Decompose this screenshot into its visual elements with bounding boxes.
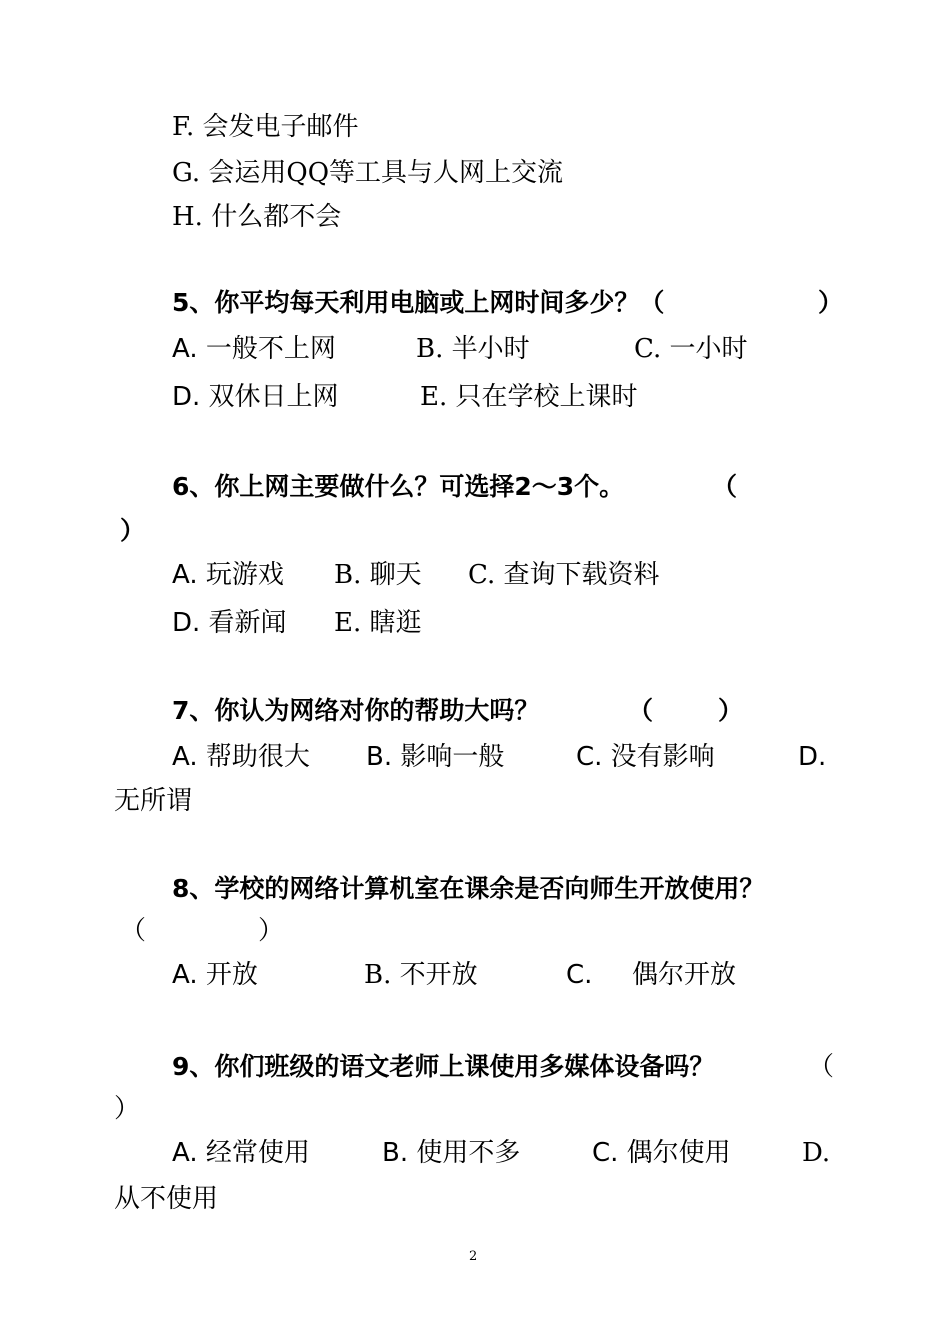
- q9-option-c: C. 偶尔使用: [592, 1138, 731, 1168]
- question-6-close-paren: ）: [120, 516, 146, 545]
- q7-option-a: A. 帮助很大: [172, 742, 310, 772]
- question-6: 6、你上网主要做什么？可选择2～3个。: [172, 472, 625, 501]
- q7-option-d-text: 无所谓: [114, 786, 193, 816]
- page-number: 2: [469, 1249, 478, 1264]
- q9-option-d: D.: [802, 1138, 831, 1168]
- q5-option-e: E. 只在学校上课时: [420, 382, 638, 412]
- option-h-nothing: H. 什么都不会: [172, 202, 342, 232]
- q5-option-d: D. 双休日上网: [172, 382, 339, 412]
- question-8-open-paren: （: [120, 916, 147, 946]
- q9-option-b: B. 使用不多: [382, 1138, 521, 1168]
- q6-option-b: B. 聊天: [334, 560, 422, 590]
- q5-option-c: C. 一小时: [634, 334, 748, 364]
- q9-option-d-text: 从不使用: [114, 1184, 219, 1214]
- question-7-open-paren: （: [628, 696, 654, 725]
- question-5: 5、你平均每天利用电脑或上网时间多少？（: [172, 288, 665, 317]
- q8-option-c: C.: [566, 960, 593, 990]
- q8-option-a: A. 开放: [172, 960, 258, 990]
- question-6-open-paren: （: [712, 472, 738, 501]
- q6-option-c: C. 查询下载资料: [468, 560, 660, 590]
- q9-option-a: A. 经常使用: [172, 1138, 310, 1168]
- option-g-qq: G. 会运用QQ等工具与人网上交流: [172, 158, 564, 188]
- question-7-close-paren: ）: [718, 696, 744, 725]
- q5-option-a: A. 一般不上网: [172, 334, 336, 364]
- question-8: 8、学校的网络计算机室在课余是否向师生开放使用？: [172, 874, 765, 903]
- question-9: 9、你们班级的语文老师上课使用多媒体设备吗？: [172, 1052, 715, 1081]
- q7-option-c: C. 没有影响: [576, 742, 715, 772]
- q8-option-b: B. 不开放: [364, 960, 478, 990]
- q5-option-b: B. 半小时: [416, 334, 530, 364]
- question-9-open-paren: （: [808, 1052, 835, 1082]
- q6-option-d: D. 看新闻: [172, 608, 287, 638]
- option-f-email: F. 会发电子邮件: [172, 112, 359, 142]
- q7-option-b: B. 影响一般: [366, 742, 505, 772]
- q6-option-a: A. 玩游戏: [172, 560, 284, 590]
- q8-option-c-text: 偶尔开放: [632, 960, 737, 990]
- question-9-close-paren: ）: [114, 1094, 141, 1124]
- q7-option-d: D.: [798, 742, 827, 772]
- question-8-close-paren: ）: [258, 916, 285, 946]
- question-7: 7、你认为网络对你的帮助大吗？: [172, 696, 540, 725]
- question-5-close-paren: ）: [818, 288, 844, 317]
- q6-option-e: E. 瞎逛: [334, 608, 422, 638]
